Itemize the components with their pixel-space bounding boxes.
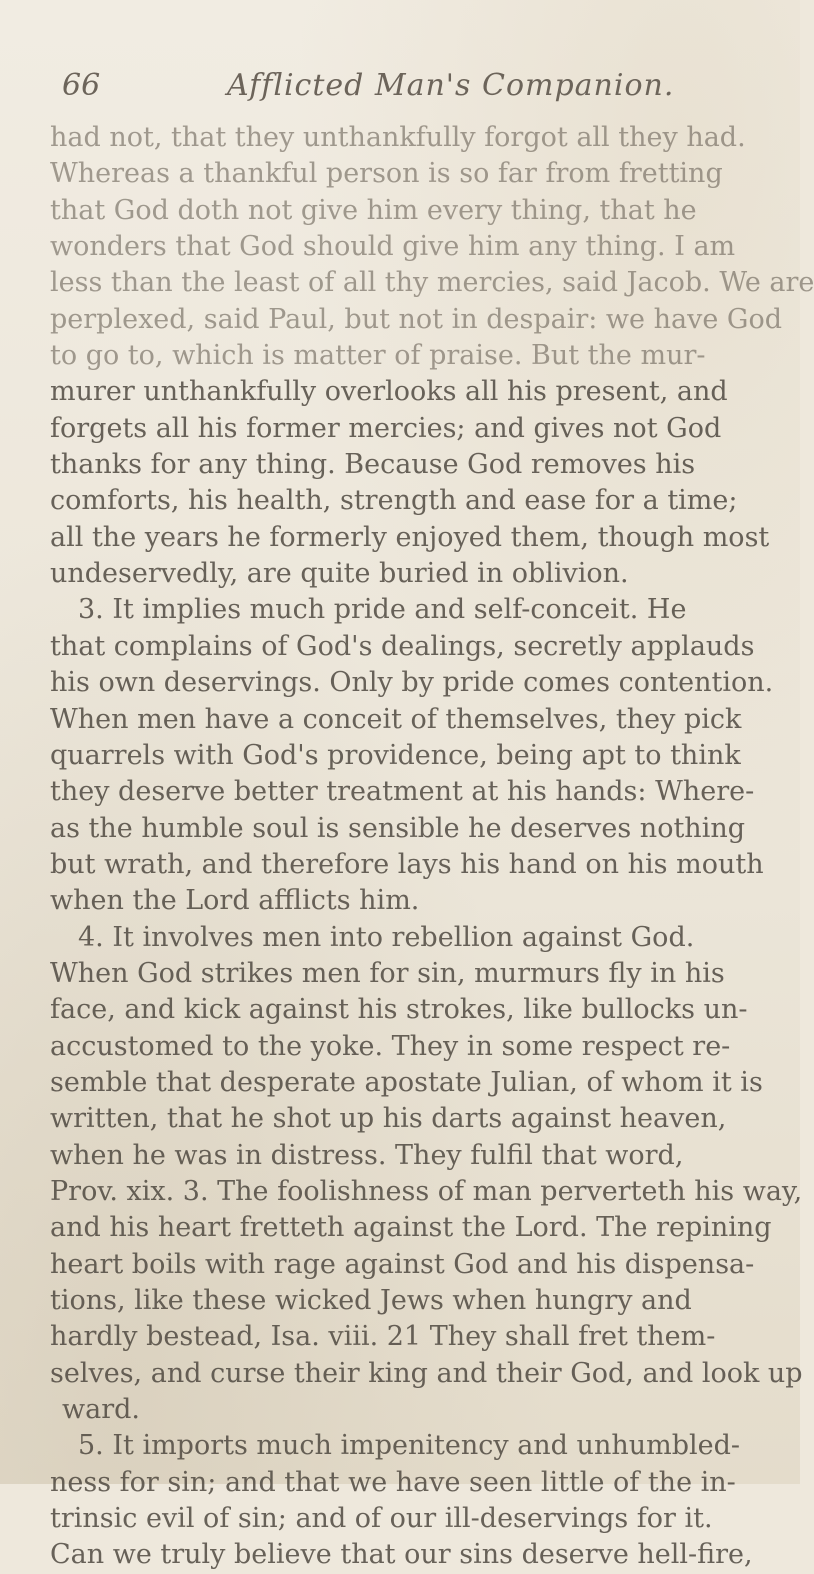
page-number: 66 <box>62 68 101 103</box>
text-line: perplexed, said Paul, but not in despair: we have God <box>50 303 783 335</box>
text-line: ward. <box>62 1394 140 1426</box>
text-line: trinsic evil of sin; and of our ill-deservings for it. <box>50 1503 713 1535</box>
text-line: hardly bestead, Isa. viii. 21 They shall fret them- <box>50 1321 716 1353</box>
text-line: forgets all his former mercies; and gives not God <box>50 412 722 444</box>
text-line: as the humble soul is sensible he deserves nothing <box>50 812 745 844</box>
text-line: wonders that God should give him any thing. I am <box>50 231 736 263</box>
text-line: thanks for any thing. Because God removes his <box>50 449 696 481</box>
text-line: Prov. xix. 3. The foolishness of man perverteth his way, <box>50 1175 803 1207</box>
text-line: 3. It implies much pride and self-conceit. He <box>78 594 687 626</box>
text-line: face, and kick against his strokes, like bullocks un- <box>50 994 748 1026</box>
text-line: when the Lord afflicts him. <box>50 885 420 917</box>
text-line: but wrath, and therefore lays his hand on his mouth <box>50 848 764 880</box>
text-line: and his heart fretteth against the Lord. The repining <box>50 1212 772 1244</box>
text-line: murer unthankfully overlooks all his present, and <box>50 376 728 408</box>
text-line: accustomed to the yoke. They in some respect re- <box>50 1030 731 1062</box>
text-line: less than the least of all thy mercies, said Jacob. We are <box>50 267 814 299</box>
text-line: 4. It involves men into rebellion against God. <box>78 921 695 953</box>
text-line: they deserve better treatment at his hands: Where- <box>50 776 755 808</box>
text-line: selves, and curse their king and their God, and look up <box>50 1357 803 1389</box>
text-line: that God doth not give him every thing, that he <box>50 194 697 226</box>
text-line: Whereas a thankful person is so far from fretting <box>50 158 723 190</box>
text-line: that complains of God's dealings, secretly applauds <box>50 630 755 662</box>
text-line: heart boils with rage against God and his dispensa- <box>50 1248 755 1280</box>
text-line: his own deservings. Only by pride comes contention. <box>50 667 774 699</box>
text-line: quarrels with God's providence, being apt to think <box>50 739 741 771</box>
text-line: Can we truly believe that our sins deserve hell-fire, <box>50 1539 753 1571</box>
text-line: tions, like these wicked Jews when hungry and <box>50 1285 692 1316</box>
text-line: comforts, his health, strength and ease for a time; <box>50 485 738 517</box>
body-text <box>50 120 814 1574</box>
page-header <box>62 68 762 108</box>
text-line: undeservedly, are quite buried in oblivion. <box>50 558 629 590</box>
text-line: had not, that they unthankfully forgot all they had. <box>50 122 746 153</box>
text-line: written, that he shot up his darts against heaven, <box>50 1103 727 1135</box>
running-title: Afflicted Man's Companion. <box>227 68 675 103</box>
text-line: all the years he formerly enjoyed them, though most <box>50 521 770 553</box>
text-line: to go to, which is matter of praise. But the mur- <box>50 340 706 372</box>
text-line: 5. It imports much impenitency and unhumbled- <box>78 1430 741 1462</box>
text-line: when he was in distress. They fulfil that word, <box>50 1139 684 1171</box>
text-line: When God strikes men for sin, murmurs fly in his <box>50 957 725 989</box>
text-line: When men have a conceit of themselves, they pick <box>50 703 742 735</box>
text-line: ness for sin; and that we have seen little of the in- <box>50 1466 736 1498</box>
text-line: semble that desperate apostate Julian, of whom it is <box>50 1066 763 1098</box>
